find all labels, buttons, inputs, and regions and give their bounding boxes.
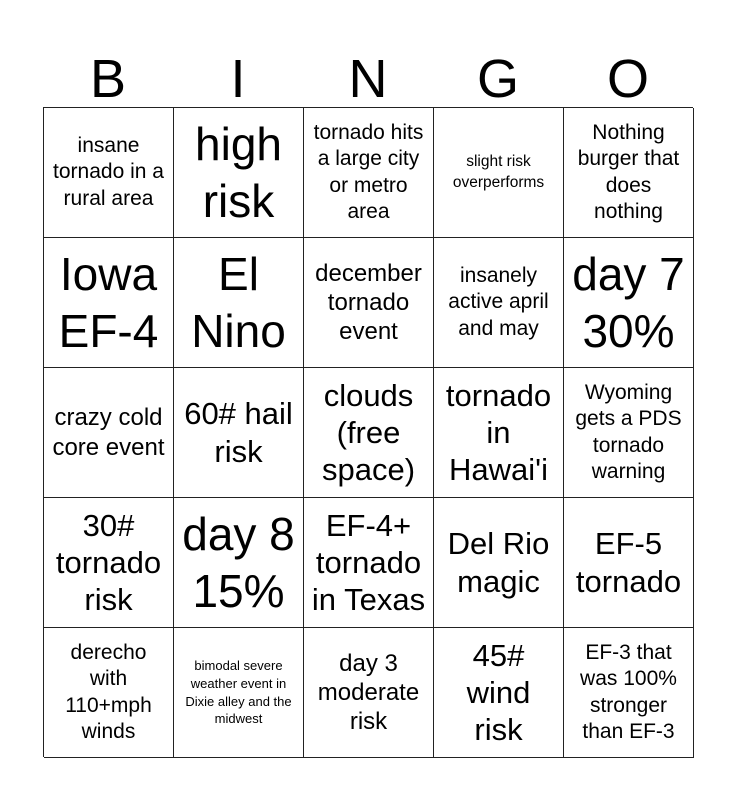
bingo-cell[interactable]: day 7 30% <box>564 238 694 368</box>
header-letter-n: N <box>348 49 388 109</box>
bingo-cell[interactable]: EF-5 tornado <box>564 498 694 628</box>
bingo-cell[interactable]: tornado hits a large city or metro area <box>304 108 434 238</box>
bingo-cell[interactable]: slight risk overperforms <box>434 108 564 238</box>
bingo-cell[interactable]: 30# tornado risk <box>44 498 174 628</box>
bingo-cell[interactable]: Iowa EF-4 <box>44 238 174 368</box>
bingo-cell[interactable]: december tornado event <box>304 238 434 368</box>
bingo-cell[interactable]: El Nino <box>174 238 304 368</box>
bingo-cell[interactable]: 45# wind risk <box>434 628 564 758</box>
bingo-header <box>43 44 693 108</box>
bingo-cell[interactable]: EF-4+ tornado in Texas <box>304 498 434 628</box>
header-letter-i: I <box>230 49 246 109</box>
header-letter-g: G <box>476 49 519 109</box>
bingo-board <box>43 107 693 757</box>
bingo-cell[interactable]: day 8 15% <box>174 498 304 628</box>
header-letter-o: O <box>606 49 649 109</box>
bingo-cell[interactable]: tornado in Hawai'i <box>434 368 564 498</box>
bingo-cell[interactable]: day 3 moderate risk <box>304 628 434 758</box>
free-space-cell[interactable]: clouds (free space) <box>304 368 434 498</box>
bingo-cell[interactable]: Wyoming gets a PDS tornado warning <box>564 368 694 498</box>
bingo-cell[interactable]: insane tornado in a rural area <box>44 108 174 238</box>
bingo-cell[interactable]: 60# hail risk <box>174 368 304 498</box>
header-letter-b: B <box>89 49 127 109</box>
bingo-cell[interactable]: EF-3 that was 100% stronger than EF-3 <box>564 628 694 758</box>
bingo-cell[interactable]: Nothing burger that does nothing <box>564 108 694 238</box>
bingo-cell[interactable]: crazy cold core event <box>44 368 174 498</box>
bingo-cell[interactable]: derecho with 110+mph winds <box>44 628 174 758</box>
bingo-cell[interactable]: high risk <box>174 108 304 238</box>
bingo-cell[interactable]: insanely active april and may <box>434 238 564 368</box>
bingo-cell[interactable]: bimodal severe weather event in Dixie alley and the midwest <box>174 628 304 758</box>
bingo-cell[interactable]: Del Rio magic <box>434 498 564 628</box>
